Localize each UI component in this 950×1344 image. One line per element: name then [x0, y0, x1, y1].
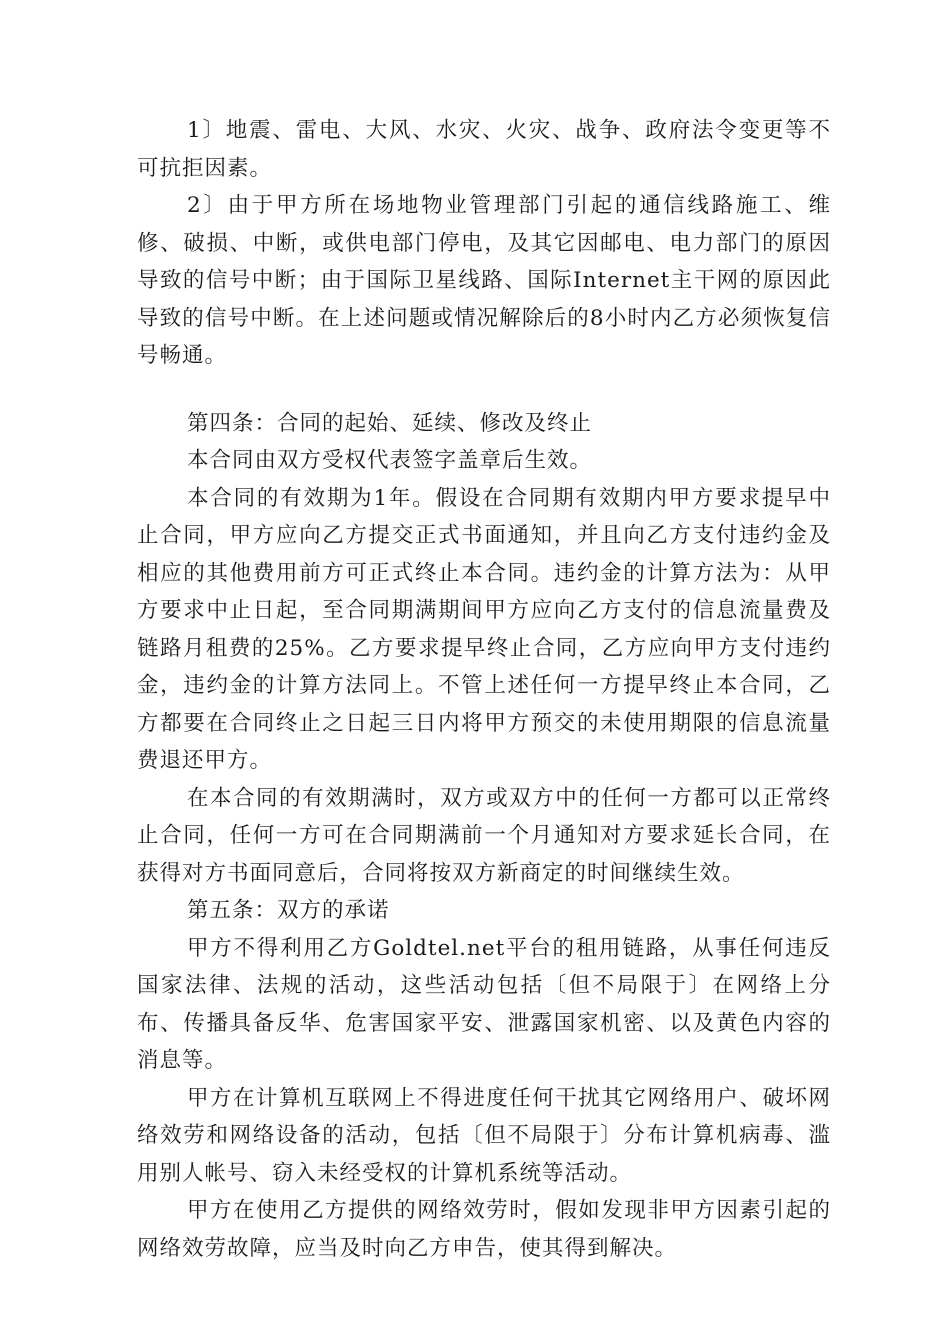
expiry-renewal-clause: 在本合同的有效期满时，双方或双方中的任何一方都可以正常终止合同，任何一方可在合同期满前一个月通知对方要求延长合同，在获得对方书面同意后，合同将按双方新商定的时间继续生效。: [137, 785, 831, 886]
effective-clause: 本合同由双方受权代表签字盖章后生效。: [187, 448, 593, 473]
section-spacer: [137, 375, 831, 405]
article-four-heading: 第四条：合同的起始、延续、修改及终止: [187, 410, 593, 436]
clause-force-majeure-1: 1〕地震、雷电、大风、水灾、火灾、战争、政府法令变更等不可抗拒因素。: [137, 118, 831, 181]
article-five-heading: 第五条：双方的承诺: [187, 898, 390, 923]
commitment-legal-use: 甲方不得利用乙方Goldtel.net平台的租用链路，从事任何违反国家法律、法规的活动，这些活动包括〔但不局限于〕在网络上分布、传播具备反华、危害国家平安、泄露国家机密、以及黄色内容的消息等。: [137, 935, 831, 1073]
document-body: [137, 112, 831, 1267]
commitment-no-interference: 甲方在计算机互联网上不得进度任何干扰其它网络用户、破坏网络效劳和网络设备的活动，包括〔但不局限于〕分布计算机病毒、滥用别人帐号、窃入未经受权的计算机系统等活动。: [137, 1085, 831, 1186]
clause-force-majeure-2: 2〕由于甲方所在场地物业管理部门引起的通信线路施工、维修、破损、中断，或供电部门停电，及其它因邮电、电力部门的原因导致的信号中断；由于国际卫星线路、国际Internet主干网的原因此导致的信号中断。在上述问题或情况解除后的8小时内乙方必须恢复信号畅通。: [137, 193, 831, 368]
validity-termination-clause: 本合同的有效期为1年。假设在合同期有效期内甲方要求提早中止合同，甲方应向乙方提交正式书面通知，并且向乙方支付违约金及相应的其他费用前方可正式终止本合同。违约金的计算方法为：从甲方要求中止日起，至合同期满期间甲方应向乙方支付的信息流量费及链路月租费的25%。乙方要求提早终止合同，乙方应向甲方支付违约金，违约金的计算方法同上。不管上述任何一方提早终止本合同，乙方都要在合同终止之日起三日内将甲方预交的未使用期限的信息流量费退还甲方。: [137, 485, 831, 773]
commitment-fault-report: 甲方在使用乙方提供的网络效劳时，假如发现非甲方因素引起的网络效劳故障，应当及时向乙方申告，使其得到解决。: [137, 1198, 831, 1261]
